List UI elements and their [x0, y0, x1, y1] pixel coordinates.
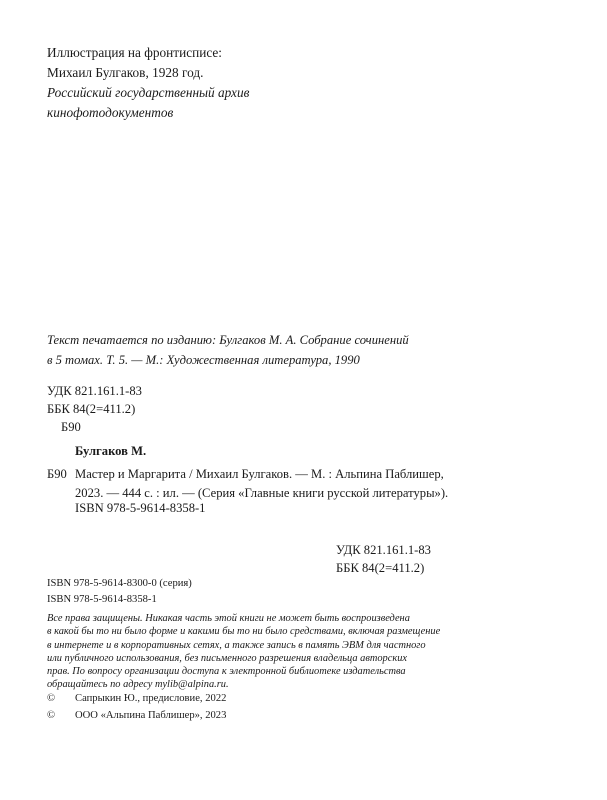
udk-code: УДК 821.161.1-83 [47, 384, 142, 398]
rights-line: в какой бы то ни было форме и какими бы то ни было средствами, включая размещение [47, 626, 441, 638]
copyright-text: ООО «Альпина Паблишер», 2023 [75, 710, 227, 721]
author-heading: Булгаков М. [75, 444, 147, 458]
frontispiece-credit [47, 43, 249, 123]
copyright-text: Сапрыкин Ю., предисловие, 2022 [75, 693, 227, 704]
bbk-code: ББК 84(2=411.2) [47, 402, 136, 416]
edition-note [47, 330, 409, 370]
bibliography-line: 2023. — 444 с. : ил. — (Серия «Главные книги русской литературы»). [75, 486, 449, 500]
isbn-list [47, 576, 192, 608]
copyright-symbol: © [47, 710, 56, 721]
bibliography-entry [75, 465, 448, 503]
author-index: Б90 [61, 420, 81, 434]
bbk-code: ББК 84(2=411.2) [336, 561, 425, 575]
rights-line: обращайтесь по адресу mylib@alpina.ru. [47, 679, 229, 691]
bibliography-index: Б90 [47, 467, 67, 481]
rights-line: или публичного использования, без письменного разрешения владельца авторских [47, 652, 408, 664]
frontispiece-source: кинофотодокументов [47, 105, 174, 120]
frontispiece-source: Российский государственный архив [47, 85, 250, 100]
isbn-series: ISBN 978-5-9614-8300-0 (серия) [47, 578, 192, 589]
frontispiece-line: Михаил Булгаков, 1928 год. [47, 65, 204, 80]
copyright-symbol: © [47, 693, 56, 704]
rights-line: прав. По вопросу организации доступа к электронной библиотеке издательства [47, 666, 406, 678]
bibliography-line: Мастер и Маргарита / Михаил Булгаков. — М. : Альпина Паблишер, [75, 467, 444, 481]
rights-notice [47, 612, 440, 692]
bibliography-isbn: ISBN 978-5-9614-8358-1 [75, 501, 206, 515]
copyright-line [47, 690, 226, 707]
copyright-block [47, 690, 226, 724]
copyright-line [47, 707, 226, 724]
rights-line: Все права защищены. Никакая часть этой книги не может быть воспроизведена [47, 613, 410, 624]
classification-codes-right [336, 541, 436, 577]
frontispiece-line: Иллюстрация на фронтисписе: [47, 45, 222, 60]
isbn-book: ISBN 978-5-9614-8358-1 [47, 594, 157, 605]
edition-note-line: Текст печатается по изданию: Булгаков М. А. Собрание сочинений [47, 333, 409, 347]
edition-note-line: в 5 томах. Т. 5. — М.: Художественная литература, 1990 [47, 353, 360, 367]
classification-codes [47, 382, 142, 434]
udk-code: УДК 821.161.1-83 [336, 543, 431, 557]
rights-line: в интернете и в корпоративных сетях, а также запись в память ЭВМ для частного [47, 639, 426, 651]
